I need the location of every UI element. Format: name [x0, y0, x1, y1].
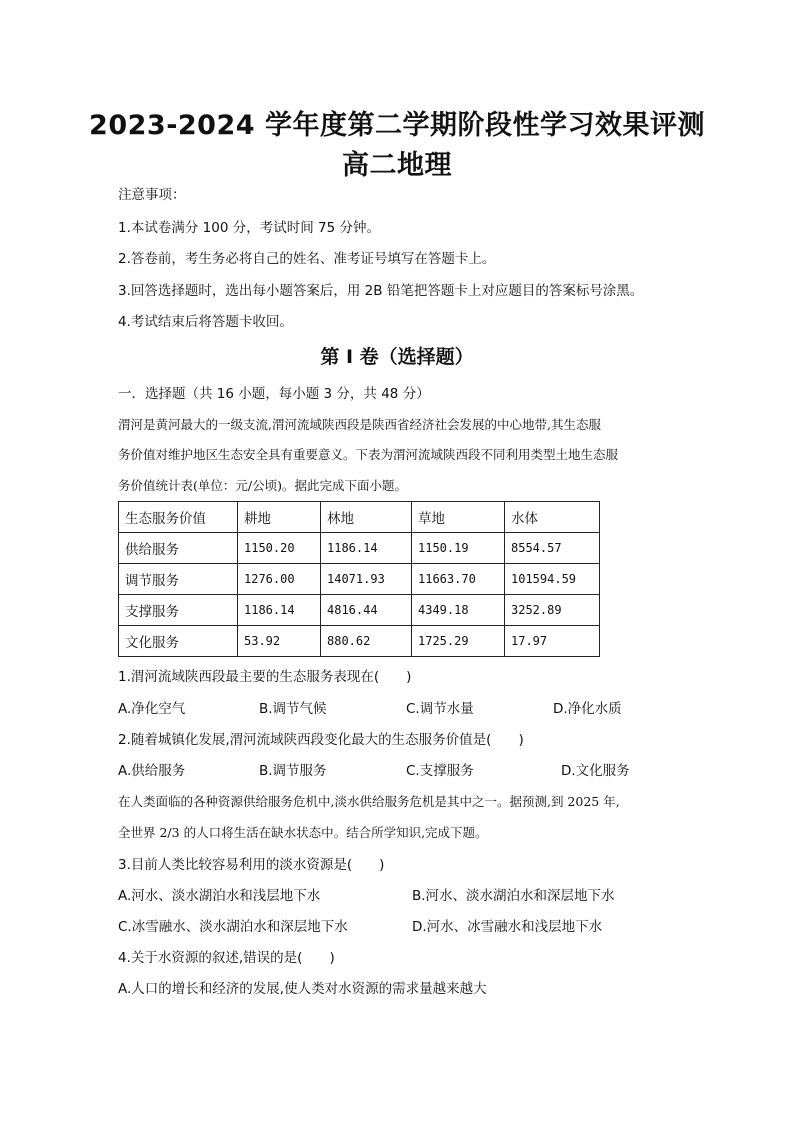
q3-option-b: B.河水、淡水湖泊水和深层地下水 — [412, 888, 615, 904]
passage1-line-3: 务价值统计表(单位：元/公顷)。据此完成下面小题。 — [118, 478, 407, 493]
q1-option-a: A.净化空气 — [118, 701, 186, 717]
q3-option-a: A.河水、淡水湖泊水和浅层地下水 — [118, 888, 321, 904]
table-row-label: 文化服务 — [119, 626, 238, 657]
note-item-1: 1.本试卷满分 100 分，考试时间 75 分钟。 — [118, 220, 380, 236]
note-item-2: 2.答卷前，考生务必将自己的姓名、准考证号填写在答题卡上。 — [118, 251, 496, 267]
q2-option-d: D.文化服务 — [561, 763, 630, 779]
q1-option-b: B.调节气候 — [259, 701, 327, 717]
table-header-cell: 耕地 — [238, 502, 321, 533]
table-row-label: 调节服务 — [119, 564, 238, 595]
table-row — [119, 533, 600, 564]
question-1-stem: 1.渭河流域陕西段最主要的生态服务表现在( ) — [118, 669, 412, 685]
table-cell: 880.62 — [321, 626, 412, 657]
table-cell: 3252.89 — [505, 595, 600, 626]
table-cell: 1150.19 — [412, 533, 505, 564]
table-cell: 14071.93 — [321, 564, 412, 595]
table-cell: 1150.20 — [238, 533, 321, 564]
table-header-cell: 生态服务价值 — [119, 502, 238, 533]
passage2-line-2: 全世界 2/3 的人口将生活在缺水状态中。结合所学知识,完成下题。 — [118, 825, 488, 840]
passage1-line-1: 渭河是黄河最大的一级支流,渭河流域陕西段是陕西省经济社会发展的中心地带,其生态服 — [118, 417, 601, 432]
note-item-4: 4.考试结束后将答题卡收回。 — [118, 314, 293, 330]
table-cell: 1725.29 — [412, 626, 505, 657]
section-title: 第 I 卷（选择题） — [320, 346, 474, 368]
subject-title: 高二地理 — [342, 150, 452, 181]
table-row-label: 支撑服务 — [119, 595, 238, 626]
table-cell: 53.92 — [238, 626, 321, 657]
table-cell: 101594.59 — [505, 564, 600, 595]
question-2-stem: 2.随着城镇化发展,渭河流域陕西段变化最大的生态服务价值是( ) — [118, 732, 524, 748]
q4-option-a: A.人口的增长和经济的发展,使人类对水资源的需求量越来越大 — [118, 981, 487, 997]
passage2-line-1: 在人类面临的各种资源供给服务危机中,淡水供给服务危机是其中之一。据预测,到 2025 年, — [118, 794, 620, 809]
table-cell: 4349.18 — [412, 595, 505, 626]
table-cell: 1276.00 — [238, 564, 321, 595]
q2-option-b: B.调节服务 — [259, 763, 327, 779]
table-cell: 4816.44 — [321, 595, 412, 626]
table-header-cell: 水体 — [505, 502, 600, 533]
table-header-row — [119, 502, 600, 533]
table-header-cell: 林地 — [321, 502, 412, 533]
table-cell: 8554.57 — [505, 533, 600, 564]
q2-option-a: A.供给服务 — [118, 763, 186, 779]
notes-heading: 注意事项： — [118, 187, 186, 203]
passage1-line-2: 务价值对维护地区生态安全具有重要意义。下表为渭河流域陕西段不同利用类型土地生态服 — [118, 447, 619, 462]
q3-option-c: C.冰雪融水、淡水湖泊水和深层地下水 — [118, 919, 348, 935]
table-header-cell: 草地 — [412, 502, 505, 533]
question-4-stem: 4.关于水资源的叙述,错误的是( ) — [118, 950, 335, 966]
table-cell: 1186.14 — [238, 595, 321, 626]
table-cell: 1186.14 — [321, 533, 412, 564]
table-row — [119, 595, 600, 626]
ecosystem-value-table — [118, 501, 600, 657]
table-row — [119, 564, 600, 595]
table-cell: 17.97 — [505, 626, 600, 657]
q1-option-c: C.调节水量 — [406, 701, 474, 717]
section-instruction: 一．选择题（共 16 小题，每小题 3 分，共 48 分） — [118, 386, 430, 402]
table-row — [119, 626, 600, 657]
question-3-stem: 3.目前人类比较容易利用的淡水资源是( ) — [118, 857, 385, 873]
table-cell: 11663.70 — [412, 564, 505, 595]
q3-option-d: D.河水、冰雪融水和浅层地下水 — [412, 919, 603, 935]
note-item-3: 3.回答选择题时，选出每小题答案后，用 2B 铅笔把答题卡上对应题目的答案标号涂黑。 — [118, 283, 644, 299]
q1-option-d: D.净化水质 — [553, 701, 622, 717]
exam-title: 2023-2024 学年度第二学期阶段性学习效果评测 — [89, 110, 705, 141]
q2-option-c: C.支撑服务 — [406, 763, 474, 779]
table-row-label: 供给服务 — [119, 533, 238, 564]
